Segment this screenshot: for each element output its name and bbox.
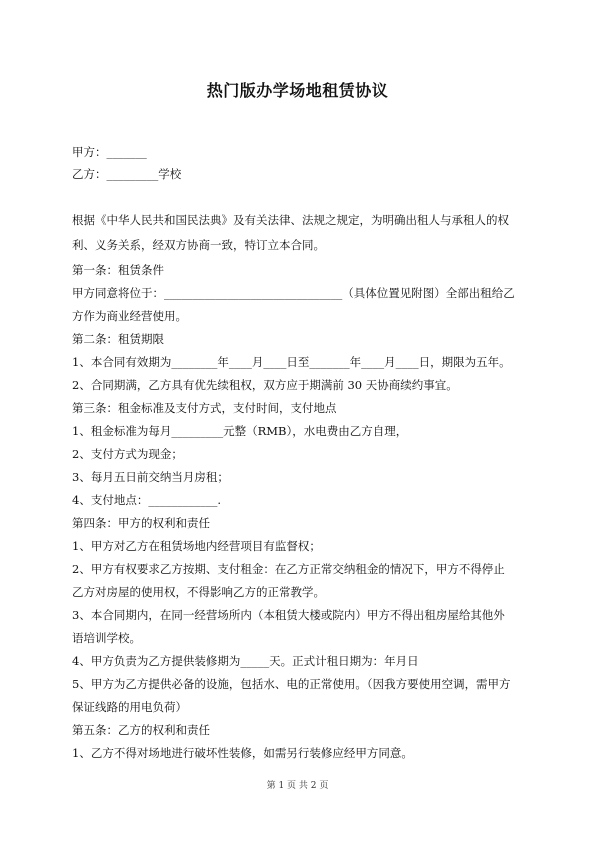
article-heading: 第一条：租赁条件: [72, 263, 164, 277]
document-title: 热门版办学场地租赁协议: [206, 81, 389, 100]
body-line: 5、甲方为乙方提供必备的设施，包括水、电的正常使用。（因我方要使用空调，需甲方: [72, 677, 511, 691]
body-line: 3、本合同期内，在同一经营场所内（本租赁大楼或院内）甲方不得出租房屋给其他外: [72, 608, 505, 622]
body-line: 2、甲方有权要求乙方按期、支付租金：在乙方正常交纳租金的情况下，甲方不得停止: [72, 562, 505, 576]
body-line: 2、支付方式为现金；: [72, 447, 183, 461]
body-line: 保证线路的用电负荷）: [72, 700, 187, 714]
body-line: 1、本合同有效期为________年____月____日至_______年____月____日，期限为五年。: [72, 355, 511, 369]
body-line: 甲方同意将位于：_______________________________（具体位置见附图）全部出租给乙: [72, 286, 515, 300]
party-a-line: 甲方：_______: [72, 145, 147, 159]
preamble-line: 利、义务关系，经双方协商一致，特订立本合同。: [72, 238, 325, 252]
body-line: 乙方对房屋的使用权，不得影响乙方的正常教学。: [72, 585, 325, 599]
body-line: 方作为商业经营使用。: [72, 309, 187, 323]
body-line: 1、甲方对乙方在租赁场地内经营项目有监督权；: [72, 539, 321, 553]
body-line: 语培训学校。: [72, 631, 141, 645]
body-line: 4、支付地点：____________.: [72, 493, 221, 507]
body-line: 3、每月五日前交纳当月房租；: [72, 470, 229, 484]
page-number: 第 1 页 共 2 页: [266, 781, 329, 791]
party-b-line: 乙方：_________学校: [72, 167, 182, 181]
body-line: 1、租金标准为每月_________元整（RMB），水电费由乙方自理，: [72, 424, 408, 438]
article-heading: 第三条：租金标准及支付方式，支付时间，支付地点: [72, 401, 337, 415]
article-heading: 第五条：乙方的权利和责任: [72, 723, 210, 737]
article-heading: 第二条：租赁期限: [72, 332, 164, 346]
body-line: 4、甲方负责为乙方提供装修期为_____天。正式计租日期为：年月日: [72, 654, 419, 668]
preamble-line: 根据《中华人民共和国民法典》及有关法律、法规之规定，为明确出租人与承租人的权: [72, 213, 509, 227]
body-line: 2、合同期满，乙方具有优先续租权，双方应于期满前 30 天协商续约事宜。: [72, 378, 458, 392]
article-heading: 第四条：甲方的权利和责任: [72, 516, 210, 530]
body-line: 1、乙方不得对场地进行破坏性装修，如需另行装修应经甲方同意。: [72, 746, 413, 760]
